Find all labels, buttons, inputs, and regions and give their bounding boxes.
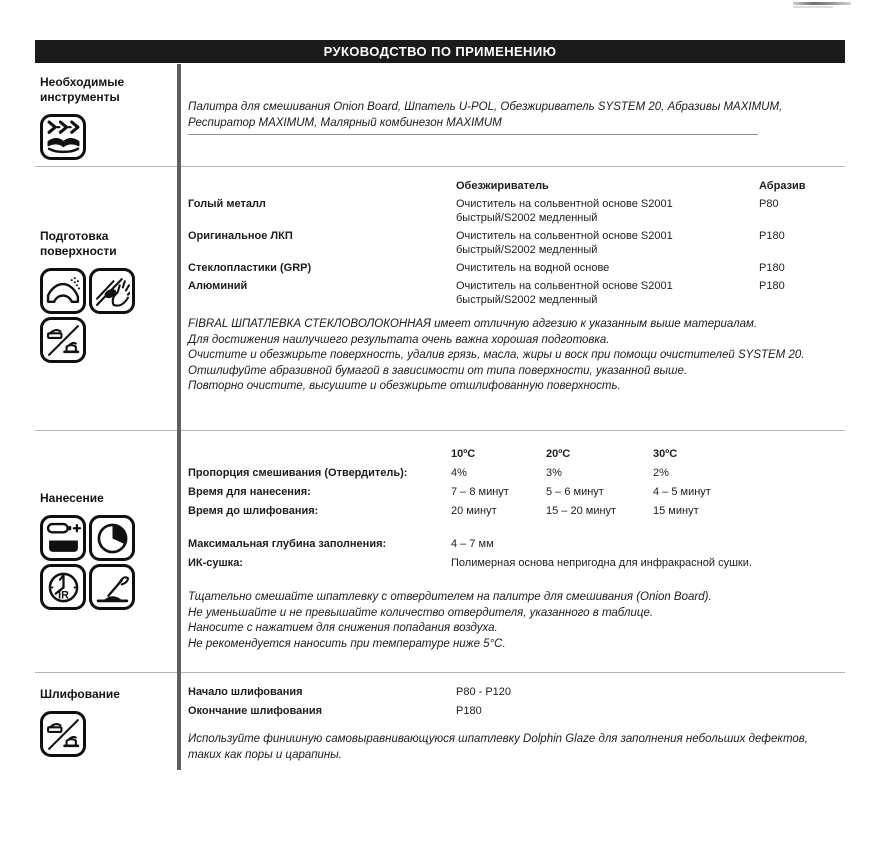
note-line: Не уменьшайте и не превышайте количество отвердителя, указанного в таблице. (188, 606, 654, 619)
row-label: Окончание шлифования (188, 705, 323, 717)
note-line: FIBRAL ШПАТЛЕВКА СТЕКЛОВОЛОКОННАЯ имеет отличную адгезию к указанным выше материалам. (188, 318, 758, 330)
depth-value: 4 – 7 мм (451, 538, 494, 550)
prep-table (188, 179, 845, 307)
section-title-sanding: Шлифование (40, 687, 120, 701)
section-required-tools (35, 63, 845, 166)
row-value: 3% (546, 467, 562, 479)
sanding-table (188, 685, 845, 718)
row-value: P80 - P120 (456, 686, 512, 698)
application-notes (188, 590, 845, 652)
fender-spray-icon (40, 268, 86, 314)
tools-list: Палитра для смешивания Onion Board, Шпатель U-POL, Обезжириватель SYSTEM 20, Абразивы MAXIMUM, Респиратор MAXIMUM, Малярный комбинезон MAXIMUM (188, 101, 783, 129)
row-value: 15 – 20 минут (546, 505, 617, 517)
material-name: Оригинальное ЛКП (188, 230, 293, 242)
row-label: Начало шлифования (188, 686, 303, 698)
abrasive-value: P180 (759, 280, 785, 292)
row-value: 2% (653, 467, 669, 479)
temp-header: 20ºC (546, 448, 571, 460)
column-divider (177, 64, 181, 770)
row-label: Пропорция смешивания (Отвердитель): (188, 467, 408, 479)
row-label: Время для нанесения: (188, 486, 311, 498)
cut-off-text-fragment (793, 2, 851, 9)
material-name: Голый металл (188, 198, 266, 210)
note-line: Тщательно смешайте шпатлевку с отвердителем на палитре для смешивания (Onion Board). (188, 591, 712, 603)
section-title-tools: Необходимые инструменты (40, 75, 125, 104)
note-line: Отшлифуйте абразивной бумагой в зависимости от типа поверхности, указанной выше. (188, 364, 688, 377)
sanding-methods-icon (40, 317, 86, 363)
degreaser-value: Очиститель на сольвентной основе S2001 быстрый/S2002 медленный (456, 198, 673, 224)
hand-wipe-icon (89, 268, 135, 314)
sanding-methods-icon (40, 711, 86, 757)
datasheet-application-guide (35, 40, 845, 848)
ir-value: Полимерная основа непригодна для инфракрасной сушки. (451, 557, 752, 569)
note-line: Очистите и обезжирьте поверхность, удалив грязь, масла, жиры и воск при помощи очистителей SYSTEM 20. (188, 349, 805, 361)
degreaser-value: Очиститель на сольвентной основе S2001 быстрый/S2002 медленный (456, 280, 673, 306)
application-table (188, 447, 845, 570)
section-application (35, 431, 845, 672)
material-name: Алюминий (188, 280, 248, 292)
abrasive-value: P180 (759, 262, 785, 274)
degreaser-value: Очиститель на сольвентной основе S2001 быстрый/S2002 медленный (456, 230, 673, 256)
temp-header: 30ºC (653, 448, 678, 460)
row-value: 4 – 5 минут (653, 486, 711, 498)
row-label: Время до шлифования: (188, 505, 319, 517)
abrasive-value: P80 (759, 198, 779, 210)
spreader-apply-icon (89, 564, 135, 610)
temp-header: 10ºC (451, 448, 476, 460)
material-name: Стеклопластики (GRP) (188, 262, 312, 274)
col-header-abrasive: Абразив (759, 180, 806, 192)
abrasive-value: P180 (759, 230, 785, 242)
section-sanding (35, 673, 845, 848)
row-value: 5 – 6 минут (546, 486, 604, 498)
sanding-content (177, 673, 845, 848)
note-line: Наносите с нажатием для снижения попадания воздуха. (188, 622, 498, 634)
mixing-ratio-icon (40, 515, 86, 561)
row-value: 20 минут (451, 505, 497, 517)
col-header-degreaser: Обезжириватель (456, 180, 549, 192)
degreaser-value: Очиститель на водной основе (456, 262, 610, 274)
book-arrows-icon (40, 114, 86, 160)
application-sidebar (35, 431, 177, 672)
section-surface-preparation (35, 167, 845, 430)
section-title-prep: Подготовка поверхности (40, 229, 117, 258)
application-content (177, 431, 845, 672)
svg-text:IR: IR (57, 588, 69, 601)
section-header-bar (35, 40, 845, 63)
page-title: РУКОВОДСТВО ПО ПРИМЕНЕНИЮ (323, 44, 557, 59)
tools-sidebar (35, 63, 177, 166)
sanding-notes (188, 732, 813, 763)
row-value: 7 – 8 минут (451, 486, 509, 498)
prep-sidebar (35, 167, 177, 430)
row-value: 4% (451, 467, 467, 479)
tools-content (177, 63, 845, 166)
section-title-application: Нанесение (40, 491, 104, 505)
prep-notes (188, 317, 845, 395)
note-line: Используйте финишную самовыравнивающуюся шпатлевку Dolphin Glaze для заполнения небольших дефектов, таких как поры и царапины. (188, 733, 808, 761)
sanding-sidebar (35, 673, 177, 848)
pot-life-clock-icon (89, 515, 135, 561)
prep-content (177, 167, 845, 430)
row-value: P180 (456, 705, 482, 717)
ir-drying-icon (40, 564, 86, 610)
note-line: Для достижения наилучшего результата очень важна хорошая подготовка. (188, 333, 610, 346)
ir-label: ИК-сушка: (188, 557, 243, 569)
note-line: Не рекомендуется наносить при температуре ниже 5°С. (188, 637, 506, 650)
row-value: 15 минут (653, 505, 699, 517)
note-line: Повторно очистите, высушите и обезжирьте отшлифованную поверхность. (188, 380, 621, 392)
tools-underline (188, 134, 758, 135)
depth-label: Максимальная глубина заполнения: (188, 538, 387, 550)
